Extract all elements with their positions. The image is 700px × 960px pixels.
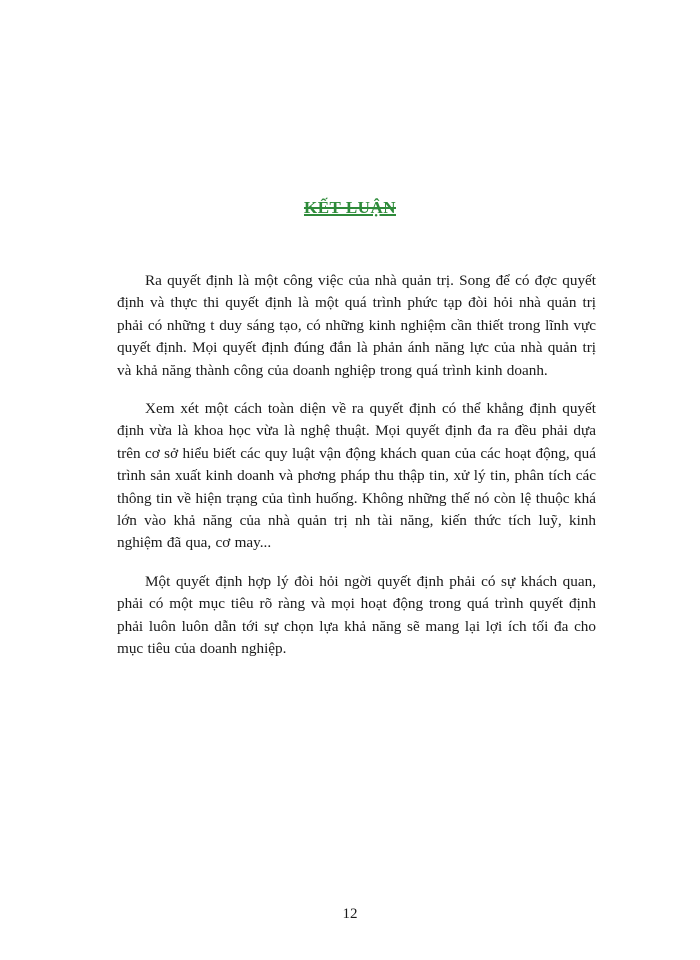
paragraph-2: Xem xét một cách toàn diện về ra quyết định có thể khẳng định quyết định vừa là khoa học vừa là nghệ thuật. Mọi quyết định đa ra đều phải dựa trên cơ sở hiểu biết các quy luật vận động khách quan của các hoạt động, quá trình sản xuất kinh doanh và phơng pháp thu thập tin, xử lý tin, phân tích các thông tin về hiện trạng của tình huống. Không những thế nó còn lệ thuộc khá lớn vào khả năng của nhà quản trị nh tài năng, kiến thức tích luỹ, kinh nghiệm đã qua, cơ may... xyxy=(117,400,596,552)
document-body xyxy=(117,270,596,677)
paragraph-3: Một quyết định hợp lý đòi hỏi ngời quyết định phải có sự khách quan, phải có một mục tiêu rõ ràng và mọi hoạt động trong quá trình quyết định phải luôn luôn dẫn tới sự chọn lựa khả năng sẽ mang lại lợi ích tối đa cho mục tiêu của doanh nghiệp. xyxy=(117,572,596,658)
paragraph-1: Ra quyết định là một công việc của nhà quản trị. Song để có đợc quyết định và thực thi quyết định là một quá trình phức tạp đòi hỏi nhà quản trị phải có những t duy sáng tạo, có những kinh nghiệm cần thiết trong lĩnh vực quyết định. Mọi quyết định đúng đắn là phản ánh năng lực của nhà quản trị và khả năng thành công của doanh nghiệp trong quá trình kinh doanh. xyxy=(117,272,596,379)
page-title: KẾT LUẬN xyxy=(303,198,396,217)
page-number: 12 xyxy=(342,906,358,922)
